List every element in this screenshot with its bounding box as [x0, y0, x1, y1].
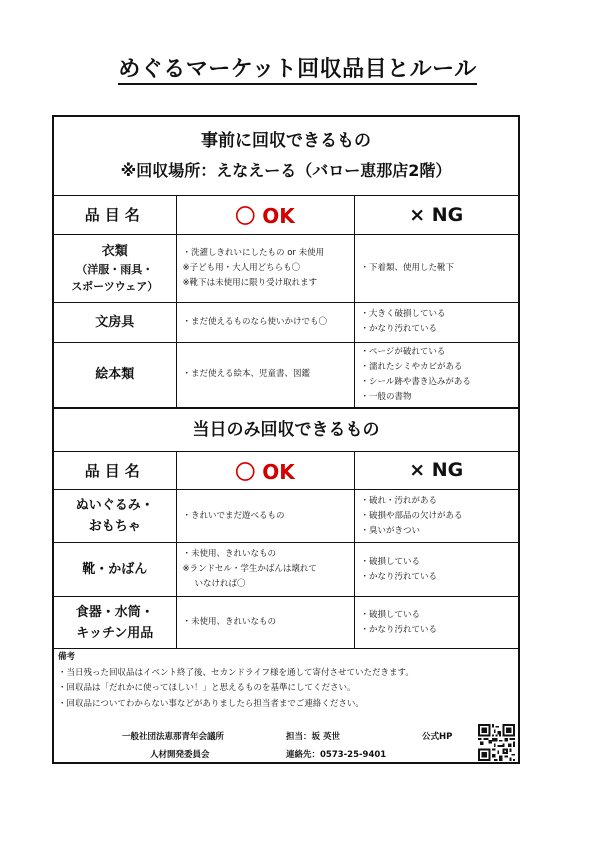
category-name-line2: キッチン用品 — [76, 625, 154, 641]
ok-item: ・まだ使えるものなら使いかけでも〇 — [182, 316, 328, 327]
ok-item: ・まだ使える絵本、児童書、図鑑 — [182, 369, 311, 379]
ng-cell — [354, 302, 518, 342]
ng-item: ・大きく破損している — [360, 309, 446, 319]
category-name-line1: ぬいぐるみ・ — [75, 498, 154, 513]
ok-item: ・未使用、きれいなもの — [182, 617, 277, 627]
section2-header-row — [54, 452, 518, 490]
ng-item: ・破損している — [360, 609, 421, 620]
org-name-line1: 一般社団法恵那青年会議所 — [122, 732, 225, 742]
ng-item: ・臭いがきつい — [360, 525, 421, 536]
ng-item: ・破れ・汚れがある — [360, 495, 438, 506]
notes-heading: 備考 — [58, 652, 76, 662]
category-sub-line1: （洋服・雨具・ — [76, 262, 154, 276]
ok-item: いなければ〇 — [194, 579, 246, 589]
column-header-ok: 〇 OK — [176, 452, 354, 490]
table-row — [54, 342, 518, 408]
qr-code-icon[interactable] — [478, 724, 515, 761]
ng-item: ・かなり汚れている — [360, 571, 438, 582]
category-name: 靴・かばん — [82, 562, 148, 577]
category-cell — [54, 490, 176, 543]
category-cell — [54, 302, 176, 342]
ng-cell — [354, 234, 518, 302]
table-row — [54, 234, 518, 302]
column-header-ok: 〇 OK — [176, 196, 354, 234]
table-row — [54, 490, 518, 543]
ok-item: ※子ども用・大人用どちらも〇 — [182, 262, 301, 273]
category-cell — [54, 234, 176, 302]
category-name: 衣類 — [101, 243, 128, 259]
ok-cell — [176, 490, 354, 543]
column-header-ng: × NG — [354, 196, 518, 234]
ng-cell — [354, 490, 518, 543]
ng-item: ・一般の書物 — [360, 391, 412, 402]
ok-item: ※靴下は未使用に限り受け取れます — [182, 277, 318, 288]
table-row — [54, 302, 518, 342]
section1-table — [54, 196, 518, 409]
category-name: 文房具 — [95, 314, 135, 330]
homepage-label: 公式HP — [422, 732, 453, 742]
category-name-line2: おもちゃ — [88, 519, 141, 534]
section1-header-row — [54, 196, 518, 234]
column-header-item-name: 品目名 — [54, 196, 176, 234]
section1-heading-block — [54, 117, 518, 196]
ok-item: ・きれいでまだ遊べるもの — [182, 510, 285, 521]
table-row — [54, 597, 518, 649]
column-header-item-name: 品目名 — [54, 452, 176, 490]
note-line: ・回収品についてわからない事などがありましたら担当者までご連絡ください。 — [58, 698, 364, 709]
ng-item: ・かなり汚れている — [360, 624, 438, 635]
category-sub-line2: スポーツウェア） — [71, 279, 159, 293]
notes-block — [54, 649, 518, 713]
section2-table — [54, 452, 518, 650]
ok-cell — [176, 342, 354, 408]
ng-cell — [354, 597, 518, 649]
org-name-line2: 人材開発委員会 — [150, 750, 210, 760]
ok-item: ・洗濯しきれいにしたもの or 未使用 — [182, 247, 325, 258]
document-title — [0, 52, 595, 83]
ok-cell — [176, 302, 354, 342]
ok-cell — [176, 234, 354, 302]
note-line: ・回収品は「だれかに使ってほしい！」と思えるものを基準にしてください。 — [58, 683, 356, 693]
ok-cell — [176, 597, 354, 649]
ng-cell — [354, 543, 518, 597]
ng-item: ・濡れたシミやカビがある — [360, 361, 463, 372]
category-name-line1: 食器・水筒・ — [75, 604, 154, 620]
contact-person: 担当：坂 英世 — [286, 732, 340, 742]
rules-frame — [52, 115, 520, 764]
section2-heading-block — [54, 409, 518, 452]
ok-item: ・未使用、きれいなもの — [182, 549, 277, 559]
ng-cell — [354, 342, 518, 408]
ng-item: ・破損している — [360, 556, 421, 567]
collection-location: ※回収場所：えなえーる（バロー恵那店2階） — [120, 161, 452, 180]
section2-heading: 当日のみ回収できるもの — [192, 419, 380, 440]
ng-item: ・下着類、使用した靴下 — [360, 262, 455, 273]
footer — [54, 728, 518, 764]
column-header-ng: × NG — [354, 452, 518, 490]
ng-item: ・破損や部品の欠けがある — [360, 510, 463, 521]
category-cell — [54, 543, 176, 597]
ng-item: ・シール跡や書き込みがある — [360, 376, 471, 387]
category-cell — [54, 342, 176, 408]
category-name: 絵本類 — [95, 367, 135, 382]
note-line: ・当日残った回収品はイベント終了後、セカンドライフ様を通して寄付させていただきます。 — [58, 667, 414, 678]
ng-item: ・かなり汚れている — [360, 324, 438, 334]
ok-item: ※ランドセル・学生かばんは壊れて — [182, 564, 317, 574]
contact-phone: 連絡先：0573-25-9401 — [286, 750, 387, 760]
ng-item: ・ページが破れている — [360, 346, 446, 357]
table-row — [54, 543, 518, 597]
ok-cell — [176, 543, 354, 597]
category-cell — [54, 597, 176, 649]
document-title-text: めぐるマーケット回収品目とルール — [118, 57, 476, 85]
section1-heading: 事前に回収できるもの — [201, 131, 371, 151]
